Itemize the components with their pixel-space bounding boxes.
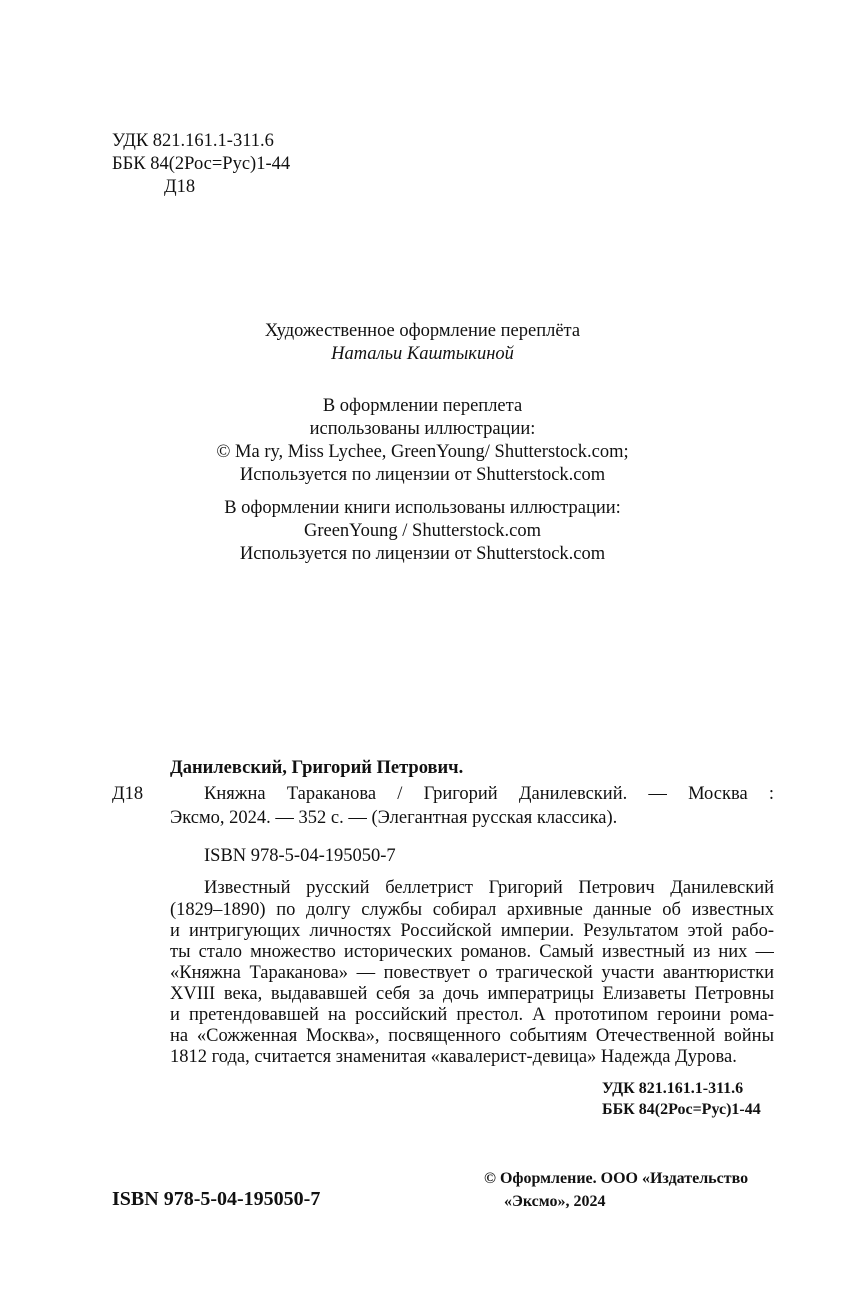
annotation-line: (1829–1890) по долгу службы собирал архивные данные об известных [170,900,774,920]
footer-copyright [484,1167,748,1213]
annotation-line: Известный русский беллетрист Григорий Петрович Данилевский [204,878,774,898]
annotation-line: «Княжна Тараканова» — повествует о трагической участи авантюристки [170,963,774,983]
annotation-line: 1812 года, считается знаменитая «кавалерист-девица» Надежда Дурова. [170,1047,737,1067]
annotation-line: и интригующих личностях Российской империи. Результатом этой рабо- [170,921,774,941]
top-author-mark: Д18 [164,177,196,197]
book-ill-line-3: Используется по лицензии от Shutterstock.com [239,544,606,564]
catalog-mark: Д18 [112,784,144,804]
book-illustrations [0,497,845,566]
footer-isbn: ISBN 978-5-04-195050-7 [112,1188,321,1210]
top-classification [112,130,290,199]
card-classification [602,1078,761,1120]
card-udk: УДК 821.161.1-311.6 [602,1080,744,1097]
copyright-line-2: «Эксмо», 2024 [504,1193,606,1210]
annotation-line: ты стало множество исторических романов. Самый известный из них — [170,942,774,962]
catalog-isbn: ISBN 978-5-04-195050-7 [204,846,396,866]
book-ill-line-2: GreenYoung / Shutterstock.com [303,521,542,541]
top-udk: УДК 821.161.1-311.6 [112,131,274,151]
annotation-line: на «Сожженная Москва», посвященного событиям Отечественной войны [170,1026,774,1046]
designer-name: Натальи Каштыкиной [331,344,514,364]
design-credit-line: Художественное оформление переплёта [264,321,581,341]
book-ill-line-1: В оформлении книги использованы иллюстрации: [224,498,621,518]
cover-ill-line-3: © Ma ry, Miss Lychee, GreenYoung/ Shutterstock.com; [216,442,629,462]
annotation-line: и претендовавшей на российский престол. А прототипом героини рома- [170,1005,774,1025]
copyright-line-1: © Оформление. ООО «Издательство [484,1170,749,1187]
catalog-title-line-1: Княжна Тараканова / Григорий Данилевский. — Москва : [204,784,774,804]
catalog-title-line-2: Эксмо, 2024. — 352 с. — (Элегантная русская классика). [170,808,618,828]
cover-illustrations [0,395,845,487]
catalog-author-heading: Данилевский, Григорий Петрович. [170,758,464,778]
top-bbk: ББК 84(2Рос=Рус)1-44 [112,154,291,174]
cover-ill-line-4: Используется по лицензии от Shutterstock.com [239,465,606,485]
cover-ill-line-2: использованы иллюстрации: [309,419,536,439]
annotation-line: XVIII века, выдававшей себя за дочь императрицы Елизаветы Петровны [170,984,774,1004]
card-bbk: ББК 84(2Рос=Рус)1-44 [602,1101,761,1118]
cover-ill-line-1: В оформлении переплета [322,396,523,416]
design-credit [0,320,845,366]
